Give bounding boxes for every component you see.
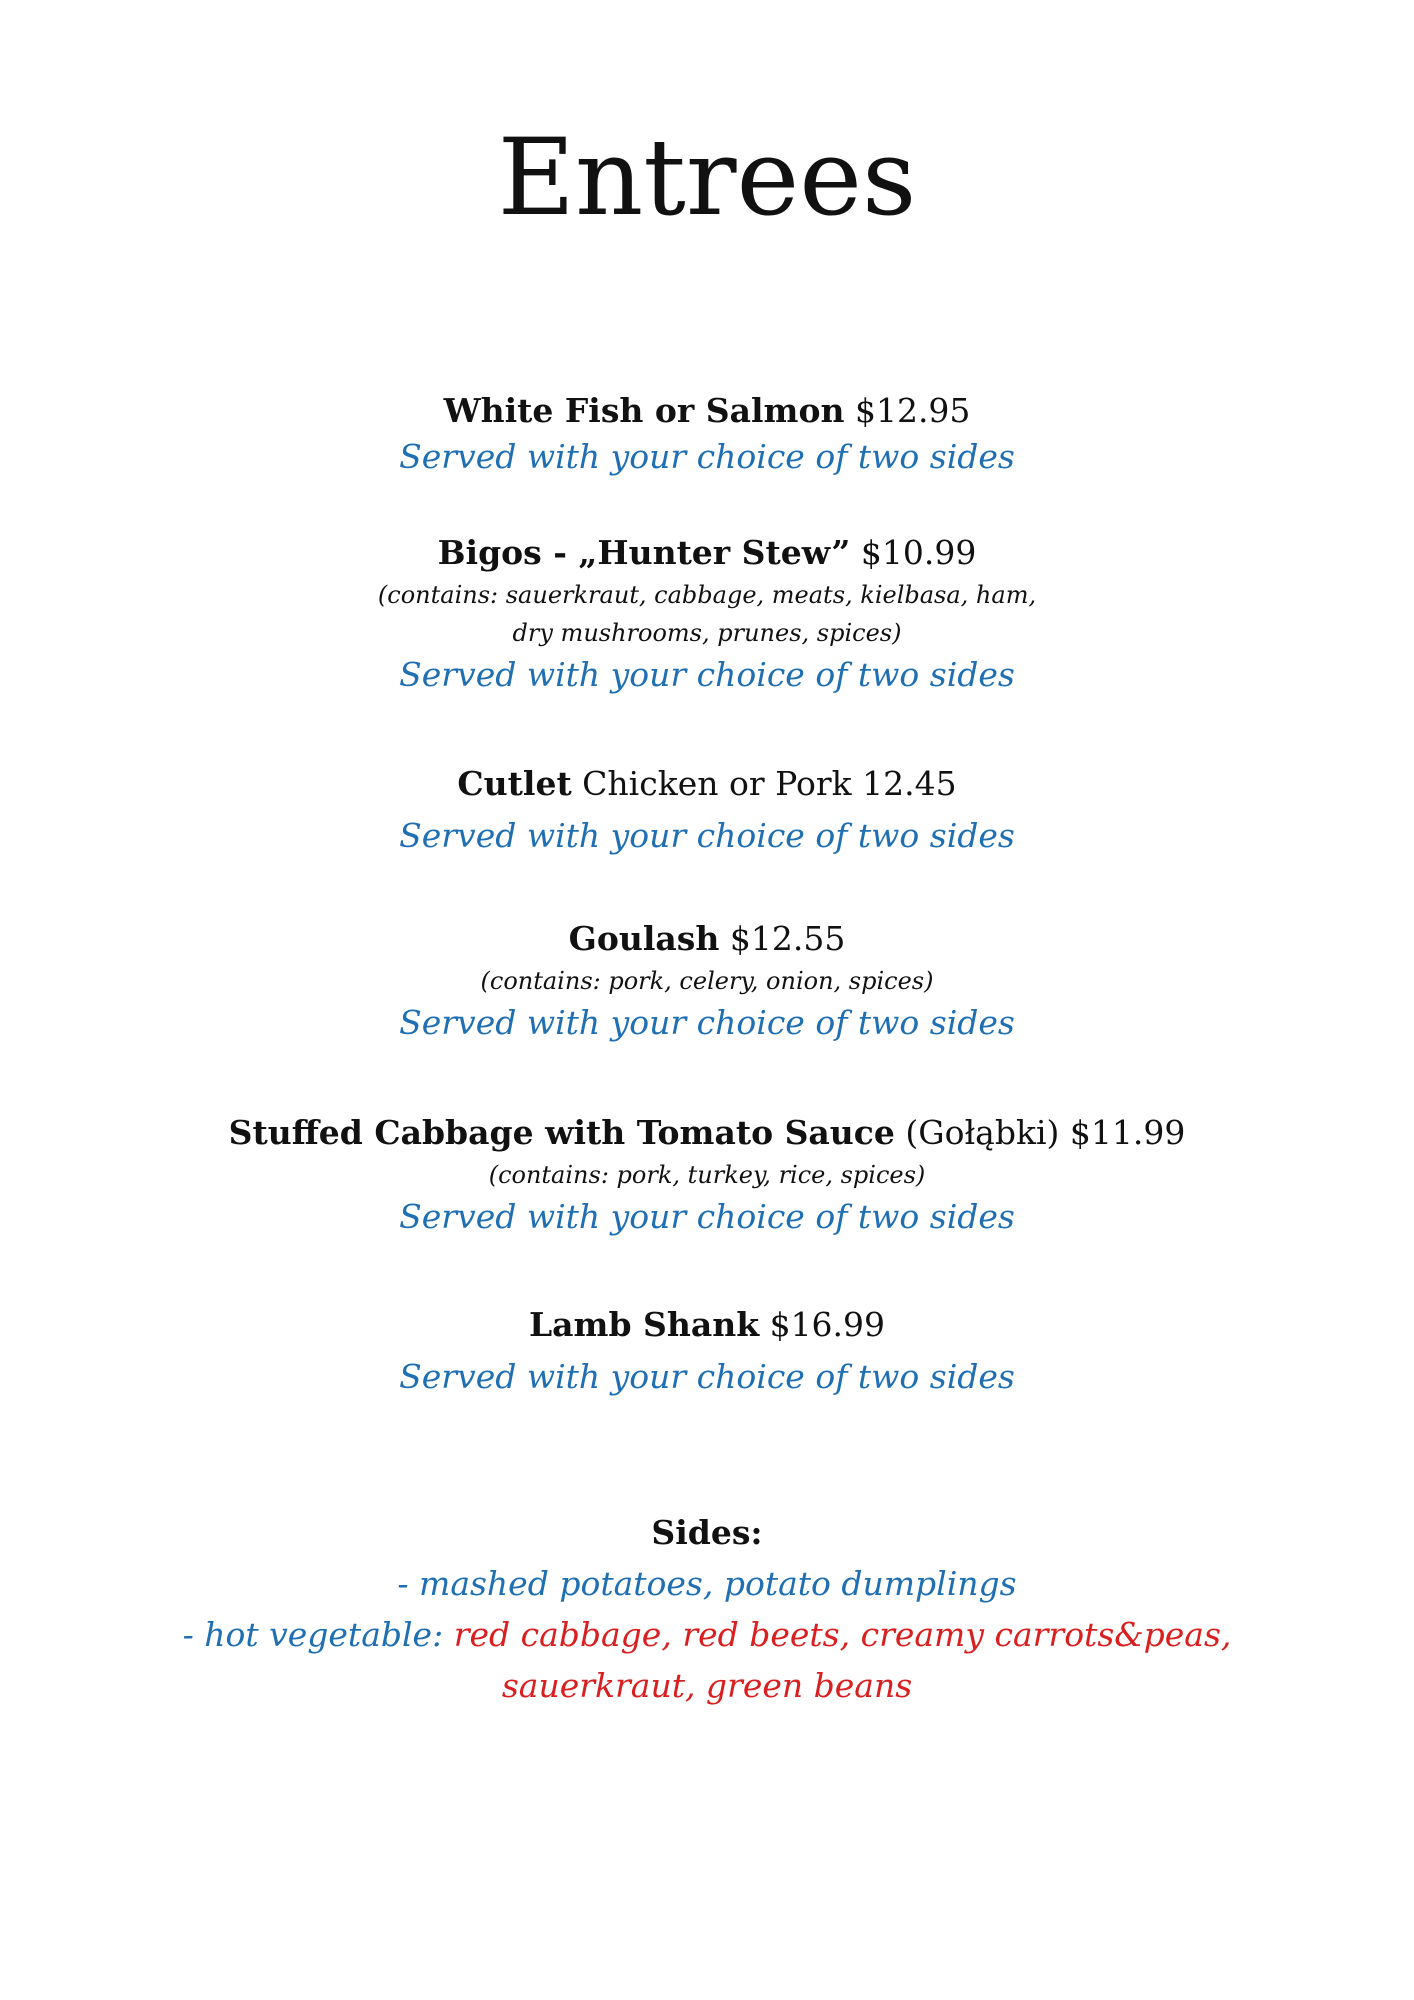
sides-line-starches: - mashed potatoes, potato dumplings	[397, 1564, 1017, 1603]
sides-line-vegetables	[0, 1609, 1414, 1660]
item-price: $10.99	[850, 533, 977, 572]
served-note: Served with your choice of two sides	[399, 1197, 1015, 1236]
item-name: Cutlet	[457, 764, 572, 803]
served-note: Served with your choice of two sides	[399, 655, 1015, 694]
item-price: $16.99	[759, 1305, 886, 1344]
item-price: (Gołąbki) $11.99	[894, 1113, 1186, 1152]
item-name-line	[0, 1302, 1414, 1348]
item-contains: dry mushrooms, prunes, spices)	[512, 619, 902, 647]
item-price: $12.95	[844, 391, 971, 430]
menu-item-cutlet	[0, 761, 1414, 859]
item-name-line	[0, 1110, 1414, 1156]
item-name: White Fish or Salmon	[443, 391, 845, 430]
served-note: Served with your choice of two sides	[399, 1357, 1015, 1396]
served-note: Served with your choice of two sides	[399, 816, 1015, 855]
menu-item-white-fish	[0, 388, 1414, 480]
served-note: Served with your choice of two sides	[399, 437, 1015, 476]
item-name: Stuffed Cabbage with Tomato Sauce	[228, 1113, 895, 1152]
sides-heading: Sides:	[651, 1513, 763, 1552]
item-name-line	[0, 388, 1414, 434]
menu-item-goulash	[0, 916, 1414, 1046]
item-contains: (contains: sauerkraut, cabbage, meats, kielbasa, ham,	[377, 581, 1037, 609]
menu-item-stuffed-cabbage	[0, 1110, 1414, 1240]
item-price: $12.55	[719, 919, 846, 958]
menu-item-lamb-shank	[0, 1302, 1414, 1400]
item-name: Goulash	[568, 919, 720, 958]
page-title: Entrees	[497, 116, 917, 240]
item-name-line	[0, 916, 1414, 962]
item-contains: (contains: pork, celery, onion, spices)	[480, 967, 934, 995]
item-contains: (contains: pork, turkey, rice, spices)	[488, 1161, 926, 1189]
item-price: Chicken or Pork 12.45	[571, 764, 957, 803]
item-name-line	[0, 530, 1414, 576]
item-name-line	[0, 761, 1414, 807]
item-name: Bigos - „Hunter Stew”	[437, 533, 851, 572]
sides-vegetable-label: - hot vegetable:	[182, 1615, 454, 1654]
menu-item-bigos	[0, 530, 1414, 698]
sides-vegetable-list: red cabbage, red beets, creamy carrots&peas,	[453, 1615, 1232, 1654]
served-note: Served with your choice of two sides	[399, 1003, 1015, 1042]
item-name: Lamb Shank	[528, 1305, 760, 1344]
sides-section	[0, 1510, 1414, 1711]
sides-vegetable-list-continued: sauerkraut, green beans	[501, 1666, 913, 1705]
